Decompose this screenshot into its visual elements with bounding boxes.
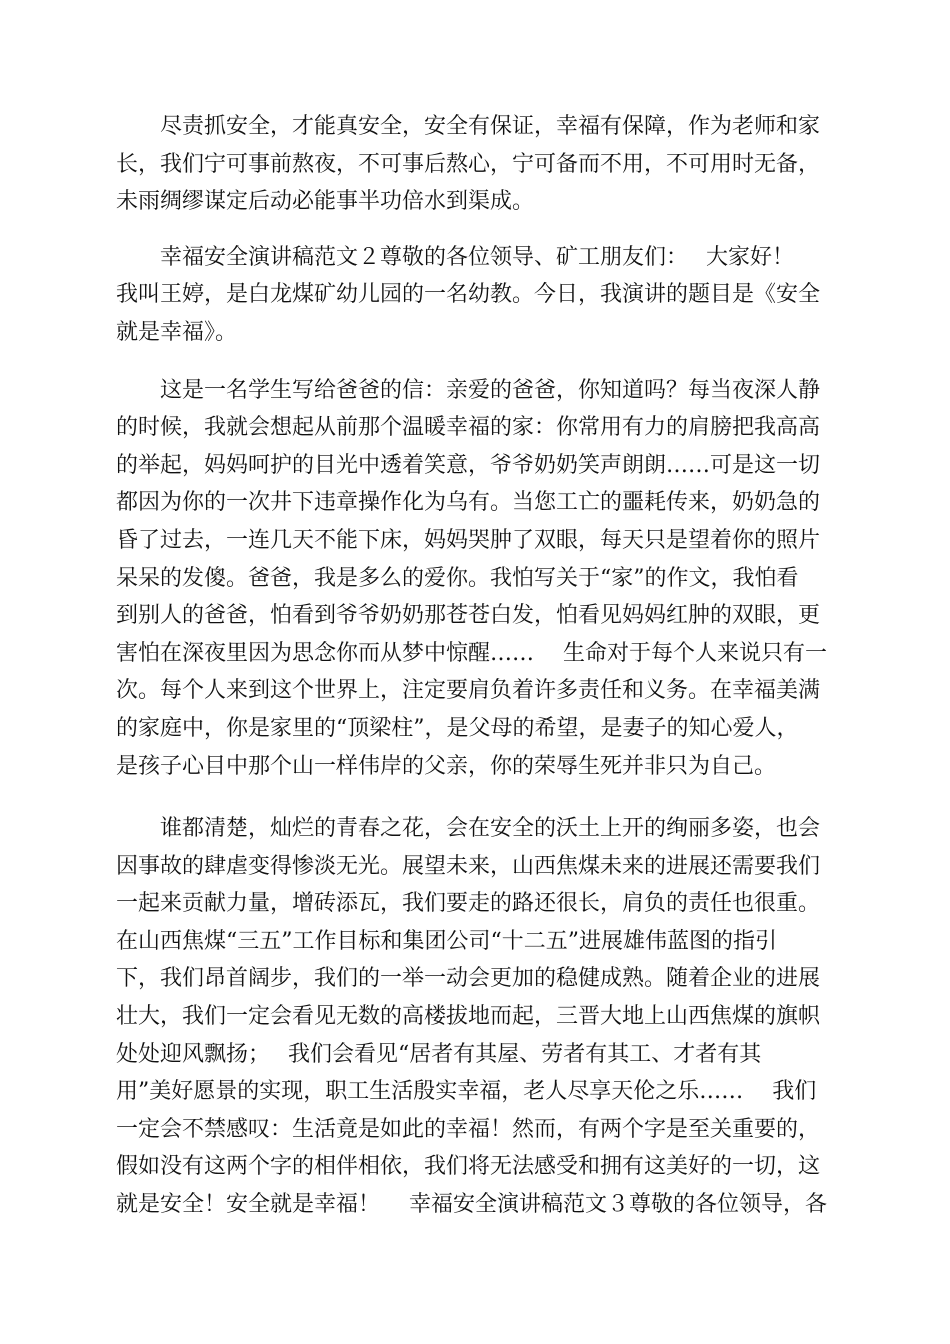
text-line: 我叫王婷，是白龙煤矿幼儿园的一名幼教。今日，我演讲的题目是《安全 [116,282,821,308]
paragraph-1 [116,108,834,221]
text-line: 尽责抓安全，才能真安全，安全有保证，幸福有保障，作为老师和家 [160,114,821,139]
text-line: 害怕在深夜里因为思念你而从梦中惊醒…… 生命对于每个人来说只有一 [116,640,827,666]
text-line: 因事故的肆虐变得惨淡无光。展望未来，山西焦煤未来的进展还需要我们 [116,853,821,879]
text-line: 就是安全！安全就是幸福！ 幸福安全演讲稿范文３尊敬的各位领导，各 [116,1192,827,1218]
text-line: 下，我们昂首阔步，我们的一举一动会更加的稳健成熟。随着企业的进展 [116,966,821,992]
text-line: 假如没有这两个字的相伴相依，我们将无法感受和拥有这美好的一切，这 [116,1154,821,1180]
text-line: 长，我们宁可事前熬夜，不可事后熬心，宁可备而不用，不可用时无备， [116,151,821,177]
text-line: 的家庭中，你是家里的“顶梁柱”，是父母的希望，是妻子的知心爱人， [116,715,799,741]
text-line: 处处迎风飘扬； 我们会看见“居者有其屋、劳者有其工、才者有其 [116,1041,762,1067]
text-line: 的举起，妈妈呵护的目光中透着笑意，爷爷奶奶笑声朗朗……可是这一切 [116,452,821,478]
text-line: 是孩子心目中那个山一样伟岸的父亲，你的荣辱生死并非只为自己。 [116,753,777,779]
text-line: 昏了过去，一连几天不能下床，妈妈哭肿了双眼，每天只是望着你的照片 [116,527,821,553]
text-line: 次。每个人来到这个世界上，注定要肩负着许多责任和义务。在幸福美满 [116,678,821,704]
text-line: 在山西焦煤“三五”工作目标和集团公司“十二五”进展雄伟蓝图的指引 [116,928,777,954]
text-line: 谁都清楚，灿烂的青春之花，会在安全的沃土上开的绚丽多姿，也会 [160,816,821,842]
text-line: 就是幸福》。 [116,319,238,345]
text-line: 一起来贡献力量，增砖添瓦，我们要走的路还很长，肩负的责任也很重。 [116,891,821,917]
text-line: 幸福安全演讲稿范文２尊敬的各位领导、矿工朋友们： 大家好！ [160,244,794,270]
text-line: 到别人的爸爸，怕看到爷爷奶奶那苍苍白发，怕看见妈妈红肿的双眼，更 [116,603,821,629]
text-line: 都因为你的一次井下违章操作化为乌有。当您工亡的噩耗传来，奶奶急的 [116,490,821,516]
text-line: 用”美好愿景的实现，职工生活殷实幸福，老人尽享天伦之乐…… 我们 [116,1079,817,1105]
text-line: 一定会不禁感叹：生活竟是如此的幸福！然而，有两个字是至关重要的， [116,1116,821,1142]
text-line: 壮大，我们一定会看见无数的高楼拔地而起，三晋大地上山西焦煤的旗帜 [116,1004,821,1030]
text-line: 未雨绸缪谋定后动必能事半功倍水到渠成。 [116,189,535,215]
text-line: 的时候，我就会想起从前那个温暖幸福的家：你常用有力的肩膀把我高高 [116,415,821,441]
paragraph-2 [116,239,834,352]
text-line: 呆呆的发傻。爸爸，我是多么的爱你。我怕写关于“家”的作文，我怕看 [116,565,799,591]
paragraph-4 [116,810,834,1224]
text-line: 这是一名学生写给爸爸的信：亲爱的爸爸，你知道吗？每当夜深人静 [160,377,821,403]
paragraph-3 [116,372,834,786]
document-page [116,108,834,1224]
